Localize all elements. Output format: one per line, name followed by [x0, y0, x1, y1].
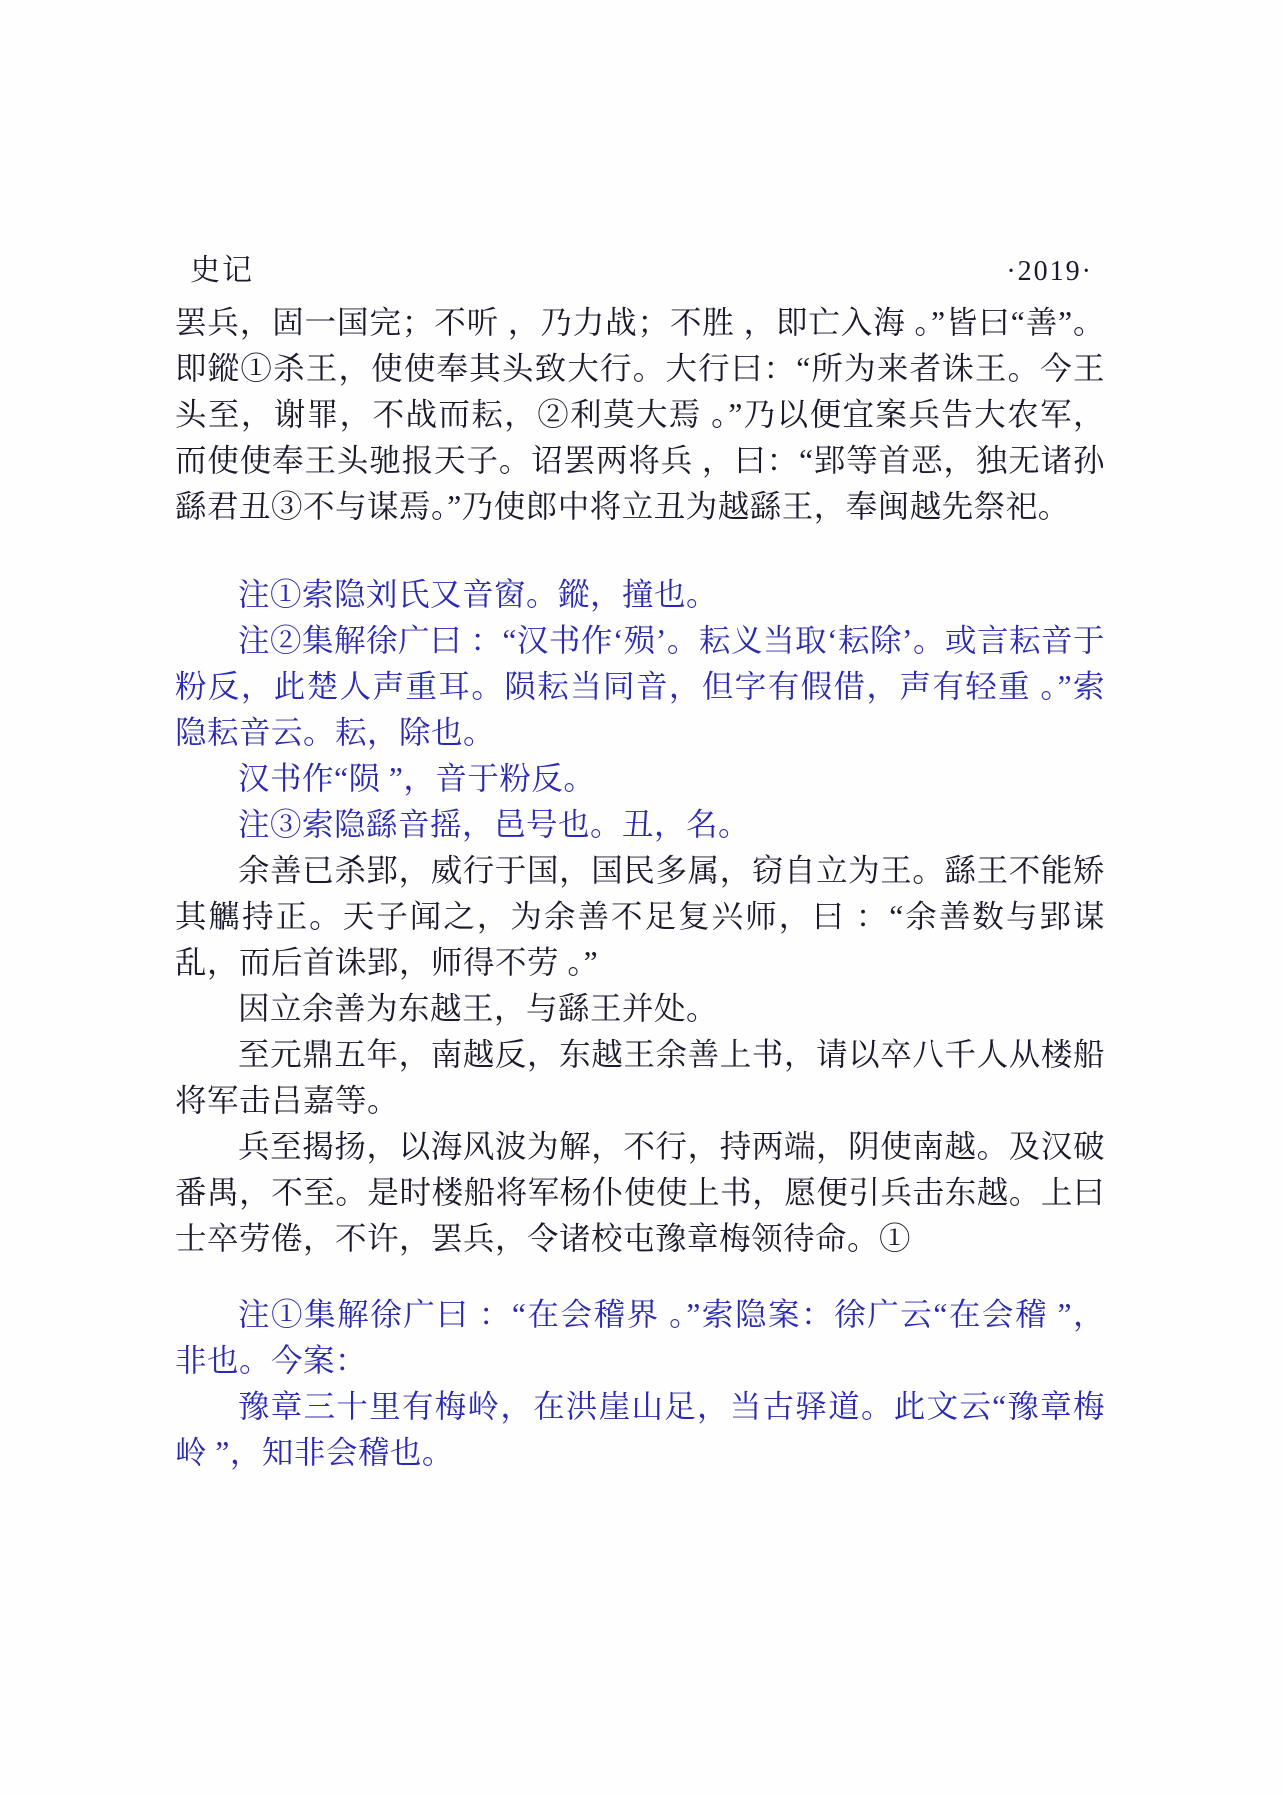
book-title: 史记	[190, 254, 254, 287]
annotation-note-2: 注②集解徐广曰 ：“汉书作‘殒’。耘义当取‘耘除’。或言耘音于粉反，此楚人声重耳。陨耘当同音，但字有假借，声有轻重 。”索隐耘音云。耘，除也。	[175, 622, 1105, 750]
annotation-note-1: 注①索隐刘氏又音窗。鏦，撞也。	[238, 576, 719, 612]
annotation-note-3: 汉书作“陨 ”，音于粉反。	[238, 760, 596, 796]
body-paragraph: 余善已杀郢，威行于国，国民多属，窃自立为王。繇王不能矫其觽持正。天子闻之，为余善不足复兴师，曰 ：“余善数与郢谋乱，而后首诛郢，师得不劳 。”	[175, 852, 1105, 980]
body-paragraph: 兵至揭扬，以海风波为解，不行，持两端，阴使南越。及汉破番禺，不至。是时楼船将军杨仆使使上书，愿便引兵击东越。上曰士卒劳倦，不许，罢兵，令诸校屯豫章梅领待命。①	[175, 1128, 1105, 1256]
paragraph-spacer	[175, 530, 1105, 572]
body-paragraph: 至元鼎五年，南越反，东越王余善上书，请以卒八千人从楼船将军击吕嘉等。	[175, 1036, 1105, 1118]
annotation-note-6: 豫章三十里有梅岭，在洪崖山足，当古驿道。此文云“豫章梅岭 ”，知非会稽也。	[175, 1388, 1105, 1470]
page-content	[175, 300, 1105, 1476]
page-header	[190, 245, 1093, 289]
page-number: ·2019·	[1006, 256, 1093, 287]
annotation-note-4: 注③索隐繇音摇，邑号也。丑，名。	[238, 806, 751, 842]
paragraph-spacer	[175, 1262, 1105, 1292]
annotation-note-5: 注①集解徐广曰 ：“在会稽界 。”索隐案：徐广云“在会稽 ”，非也。今案：	[175, 1296, 1105, 1378]
body-paragraph: 因立余善为东越王，与繇王并处。	[238, 990, 719, 1026]
body-paragraph: 罢兵，固一国完；不听 ，乃力战；不胜 ，即亡入海 。”皆曰“善”。即鏦①杀王，使使奉其头致大行。大行曰：“所为来者诛王。今王头至，谢罪，不战而耘，②利莫大焉 。”乃以便宜案兵告大农军，而使使奉王头驰报天子。诏罢两将兵 ，曰：“郢等首恶，独无诸孙繇君丑③不与谋焉。”乃使郎中将立丑为越繇王，奉闽越先祭祀。	[175, 305, 1105, 524]
